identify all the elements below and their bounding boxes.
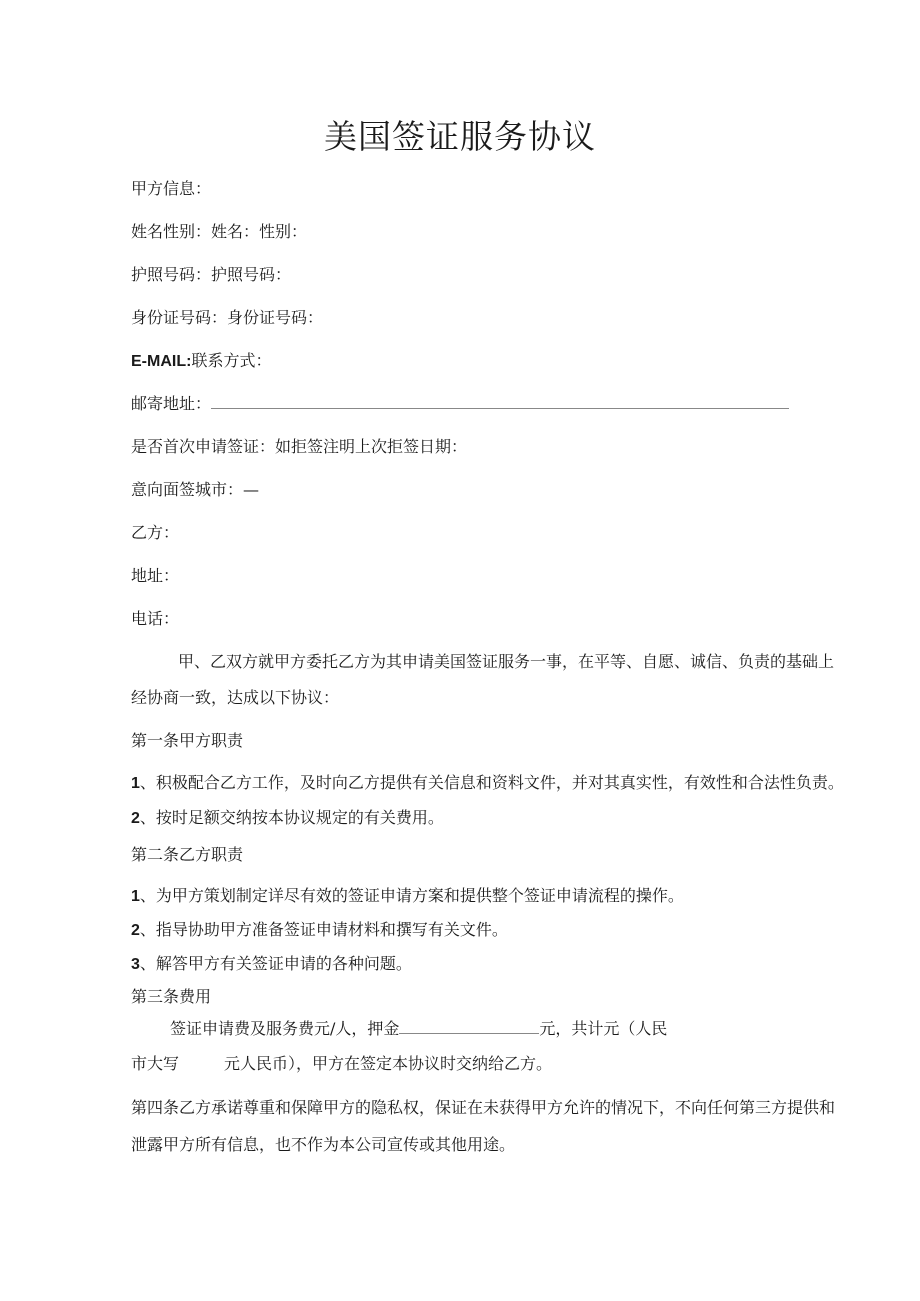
- article-1-heading: 第一条甲方职责: [131, 731, 244, 750]
- article-1-item-2-number: 2: [131, 810, 140, 827]
- article-2-item-3-text: 、解答甲方有关签证申请的各种问题。: [139, 954, 412, 973]
- email-contact-field: [131, 349, 271, 374]
- article-2-heading: 第二条乙方职责: [131, 845, 244, 864]
- party-a-heading: 甲方信息：: [131, 179, 212, 198]
- party-b-heading: 乙方：: [131, 523, 180, 542]
- email-label: E-MAIL:: [131, 353, 192, 370]
- total-text: 元，共计元（人民: [539, 1019, 668, 1038]
- passport-field: 护照号码：护照号码：: [131, 265, 292, 284]
- contact-label: 联系方式：: [191, 351, 272, 370]
- article-1-item-2-text: 、按时足额交纳按本协议规定的有关费用。: [139, 808, 444, 827]
- party-b-phone: 电话：: [131, 609, 180, 628]
- article-2-item-2: [131, 918, 508, 943]
- party-b-address: 地址：: [131, 566, 180, 585]
- intro-paragraph-line-2: 经协商一致，达成以下协议：: [131, 688, 340, 707]
- mailing-address-label: 邮寄地址：: [131, 394, 212, 413]
- document-title: 美国签证服务协议: [324, 117, 596, 156]
- interview-city-field: 意向面签城市：—: [131, 480, 260, 499]
- article-4-line-1: 第四条乙方承诺尊重和保障甲方的隐私权，保证在未获得甲方允许的情况下，不向任何第三方提供和: [131, 1098, 836, 1117]
- article-1-item-1: [131, 771, 844, 796]
- article-2-item-1-number: 1: [131, 888, 140, 905]
- intro-paragraph-line-1: 甲、乙双方就甲方委托乙方为其申请美国签证服务一事，在平等、自愿、诚信、负责的基础上: [178, 652, 835, 671]
- article-2-item-3: [131, 952, 412, 977]
- fee-text: 签证申请费及服务费元/人，押金: [170, 1019, 400, 1038]
- mailing-address-field: [131, 392, 789, 416]
- article-3-heading: 第三条费用: [131, 987, 212, 1006]
- article-2-item-1: [131, 884, 684, 909]
- article-3-line-1: [170, 1017, 667, 1041]
- uppercase-amount-label: 市大写: [131, 1054, 180, 1073]
- article-1-item-1-number: 1: [131, 775, 140, 792]
- deposit-underline: [399, 1017, 539, 1034]
- article-2-item-2-text: 、指导协助甲方准备签证申请材料和撰写有关文件。: [139, 920, 508, 939]
- article-1-item-1-text: 、积极配合乙方工作，及时向乙方提供有关信息和资料文件，并对其真实性，有效性和合法性负责。: [139, 773, 844, 792]
- article-2-item-2-number: 2: [131, 922, 140, 939]
- payment-text: 元人民币），甲方在签定本协议时交纳给乙方。: [224, 1054, 553, 1073]
- id-number-field: 身份证号码：身份证号码：: [131, 308, 324, 327]
- article-2-item-3-number: 3: [131, 956, 140, 973]
- article-1-item-2: [131, 806, 444, 831]
- first-application-field: 是否首次申请签证：如拒签注明上次拒签日期：: [131, 437, 468, 456]
- article-3-line-2: [131, 1052, 552, 1076]
- article-2-item-1-text: 、为甲方策划制定详尽有效的签证申请方案和提供整个签证申请流程的操作。: [139, 886, 684, 905]
- mailing-address-underline: [211, 392, 789, 409]
- article-4-line-2: 泄露甲方所有信息，也不作为本公司宣传或其他用途。: [131, 1135, 516, 1154]
- name-gender-field: 姓名性别：姓名：性别：: [131, 222, 308, 241]
